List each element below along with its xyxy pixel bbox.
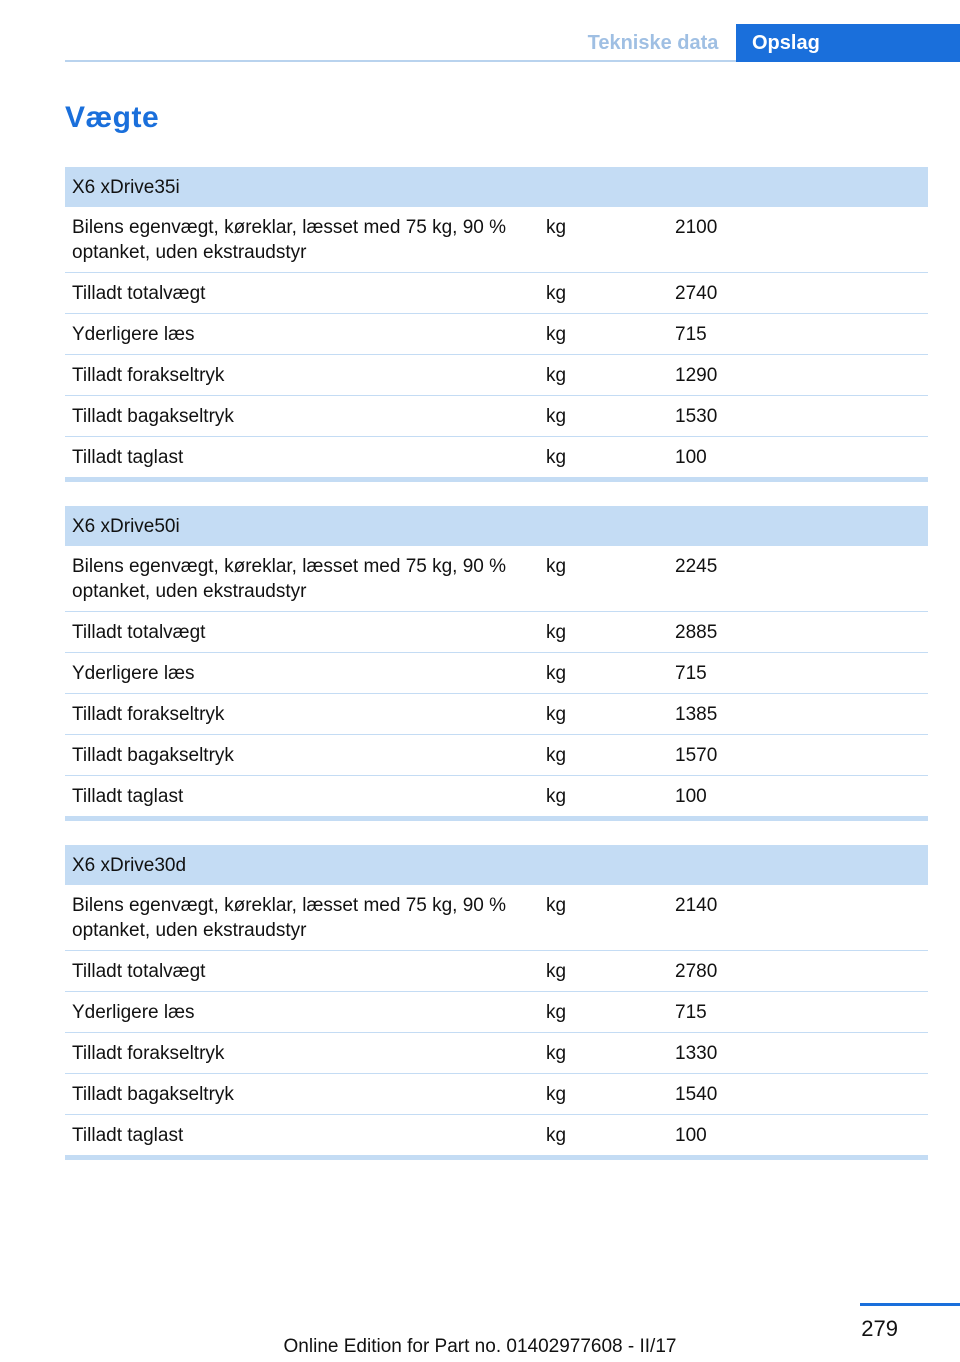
table-header-row bbox=[65, 167, 928, 207]
model-name: X6 xDrive50i bbox=[65, 506, 928, 546]
footer-divider bbox=[860, 1303, 960, 1306]
row-value: 2140 bbox=[668, 885, 928, 951]
table-row bbox=[65, 1115, 928, 1158]
row-unit: kg bbox=[539, 273, 668, 314]
table-row bbox=[65, 314, 928, 355]
row-value: 715 bbox=[668, 314, 928, 355]
row-unit: kg bbox=[539, 1074, 668, 1115]
row-value: 2885 bbox=[668, 612, 928, 653]
row-label: Tilladt bagakseltryk bbox=[65, 735, 539, 776]
table-header-row bbox=[65, 506, 928, 546]
row-unit: kg bbox=[539, 951, 668, 992]
table-row bbox=[65, 776, 928, 819]
table-row bbox=[65, 694, 928, 735]
row-label: Tilladt taglast bbox=[65, 776, 539, 819]
row-unit: kg bbox=[539, 546, 668, 612]
row-label: Tilladt forakseltryk bbox=[65, 694, 539, 735]
row-value: 2780 bbox=[668, 951, 928, 992]
table-row bbox=[65, 612, 928, 653]
row-label: Tilladt forakseltryk bbox=[65, 355, 539, 396]
tab-tekniske-data[interactable]: Tekniske data bbox=[587, 31, 719, 54]
table-row bbox=[65, 355, 928, 396]
row-value: 100 bbox=[668, 1115, 928, 1158]
row-unit: kg bbox=[539, 776, 668, 819]
row-label: Tilladt totalvægt bbox=[65, 273, 539, 314]
table-row bbox=[65, 207, 928, 273]
row-unit: kg bbox=[539, 653, 668, 694]
model-name: X6 xDrive30d bbox=[65, 845, 928, 885]
row-value: 100 bbox=[668, 776, 928, 819]
row-value: 1385 bbox=[668, 694, 928, 735]
weights-table-xdrive50i bbox=[65, 506, 928, 821]
row-unit: kg bbox=[539, 612, 668, 653]
row-label: Tilladt totalvægt bbox=[65, 951, 539, 992]
page-title: Vægte bbox=[65, 101, 160, 134]
table-row bbox=[65, 885, 928, 951]
model-name: X6 xDrive35i bbox=[65, 167, 928, 207]
row-value: 715 bbox=[668, 653, 928, 694]
row-label: Tilladt taglast bbox=[65, 1115, 539, 1158]
table-header-row bbox=[65, 845, 928, 885]
row-unit: kg bbox=[539, 1115, 668, 1158]
row-unit: kg bbox=[539, 314, 668, 355]
tab-opslag[interactable]: Opslag bbox=[736, 24, 960, 62]
row-value: 2245 bbox=[668, 546, 928, 612]
table-row bbox=[65, 1074, 928, 1115]
edition-note: Online Edition for Part no. 01402977608 - II/17 bbox=[283, 1336, 677, 1357]
table-row bbox=[65, 546, 928, 612]
row-unit: kg bbox=[539, 735, 668, 776]
row-unit: kg bbox=[539, 992, 668, 1033]
weights-table-xdrive35i bbox=[65, 167, 928, 482]
row-label: Tilladt bagakseltryk bbox=[65, 1074, 539, 1115]
row-label: Tilladt bagakseltryk bbox=[65, 396, 539, 437]
row-value: 1290 bbox=[668, 355, 928, 396]
table-row bbox=[65, 396, 928, 437]
row-unit: kg bbox=[539, 885, 668, 951]
table-row bbox=[65, 437, 928, 480]
table-row bbox=[65, 951, 928, 992]
table-row bbox=[65, 653, 928, 694]
weights-table-xdrive30d bbox=[65, 845, 928, 1160]
row-label: Yderligere læs bbox=[65, 314, 539, 355]
row-value: 1540 bbox=[668, 1074, 928, 1115]
table-row bbox=[65, 1033, 928, 1074]
row-value: 1530 bbox=[668, 396, 928, 437]
table-row bbox=[65, 273, 928, 314]
row-label: Tilladt totalvægt bbox=[65, 612, 539, 653]
row-value: 2740 bbox=[668, 273, 928, 314]
row-value: 1330 bbox=[668, 1033, 928, 1074]
page-number: 279 bbox=[861, 1316, 898, 1341]
row-unit: kg bbox=[539, 207, 668, 273]
row-label: Yderligere læs bbox=[65, 653, 539, 694]
row-unit: kg bbox=[539, 437, 668, 480]
table-row bbox=[65, 992, 928, 1033]
row-unit: kg bbox=[539, 396, 668, 437]
row-value: 100 bbox=[668, 437, 928, 480]
row-label: Yderligere læs bbox=[65, 992, 539, 1033]
row-label: Tilladt forakseltryk bbox=[65, 1033, 539, 1074]
row-unit: kg bbox=[539, 1033, 668, 1074]
row-unit: kg bbox=[539, 694, 668, 735]
row-label: Tilladt taglast bbox=[65, 437, 539, 480]
row-label: Bilens egenvægt, køreklar, læsset med 75 kg, 90 % optanket, uden ekstraudstyr bbox=[65, 885, 539, 951]
row-label: Bilens egenvægt, køreklar, læsset med 75 kg, 90 % optanket, uden ekstraudstyr bbox=[65, 546, 539, 612]
table-row bbox=[65, 735, 928, 776]
row-value: 1570 bbox=[668, 735, 928, 776]
row-value: 2100 bbox=[668, 207, 928, 273]
row-unit: kg bbox=[539, 355, 668, 396]
row-value: 715 bbox=[668, 992, 928, 1033]
row-label: Bilens egenvægt, køreklar, læsset med 75 kg, 90 % optanket, uden ekstraudstyr bbox=[65, 207, 539, 273]
